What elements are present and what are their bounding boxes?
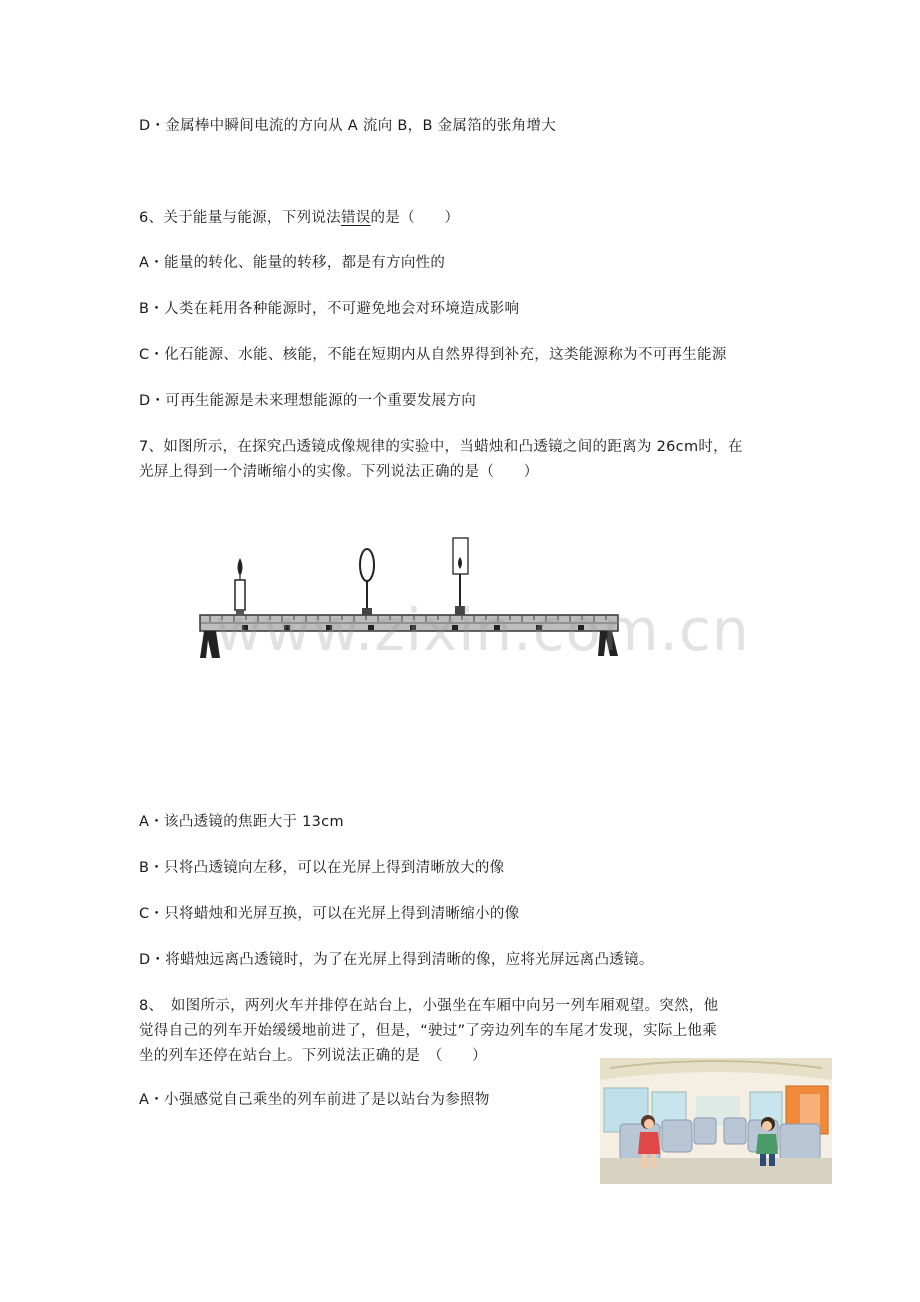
q6-stem — [139, 206, 459, 227]
q8-stem-line-1: 8、 如图所示，两列火车并排停在站台上，小强坐在车厢中向另一列车厢观望。突然，他 — [139, 998, 719, 1014]
q7-option-a: A・该凸透镜的焦距大于 13cm — [139, 814, 344, 830]
q7-stem-line-2: 光屏上得到一个清晰缩小的实像。下列说法正确的是（ ） — [139, 464, 539, 480]
q6-stem-prefix: 6、关于能量与能源，下列说法 — [139, 210, 341, 226]
q6-option-a: A・能量的转化、能量的转移，都是有方向性的 — [139, 255, 446, 271]
q8-stem-line-2: 觉得自己的列车开始缓缓地前进了，但是，“驶过”了旁边列车的车尾才发现，实际上他乘 — [139, 1023, 718, 1039]
watermark: www.zixin.com.cn — [215, 596, 750, 664]
q5-option-d: D・金属棒中瞬间电流的方向从 A 流向 B，B 金属箔的张角增大 — [139, 118, 557, 134]
q6-option-c: C・化石能源、水能、核能，不能在短期内从自然界得到补充，这类能源称为不可再生能源 — [139, 347, 727, 363]
q8-stem-line-3: 坐的列车还停在站台上。下列说法正确的是 （ ） — [139, 1048, 487, 1064]
q7-option-d: D・将蜡烛远离凸透镜时，为了在光屏上得到清晰的像，应将光屏远离凸透镜。 — [139, 952, 654, 968]
train-carriage-illustration — [600, 1058, 832, 1184]
q7-option-b: B・只将凸透镜向左移，可以在光屏上得到清晰放大的像 — [139, 860, 505, 876]
q6-stem-emphasis: 错误 — [340, 210, 371, 226]
q6-option-d: D・可再生能源是未来理想能源的一个重要发展方向 — [139, 393, 477, 409]
q7-option-c: C・只将蜡烛和光屏互换，可以在光屏上得到清晰缩小的像 — [139, 906, 520, 922]
q7-stem-line-1: 7、如图所示，在探究凸透镜成像规律的实验中，当蜡烛和凸透镜之间的距离为 26cm时，在 — [139, 439, 743, 455]
q6-stem-suffix: 的是（ ） — [370, 210, 460, 226]
q6-option-b: B・人类在耗用各种能源时，不可避免地会对环境造成影响 — [139, 301, 520, 317]
q8-option-a: A・小强感觉自己乘坐的列车前进了是以站台为参照物 — [139, 1092, 490, 1108]
